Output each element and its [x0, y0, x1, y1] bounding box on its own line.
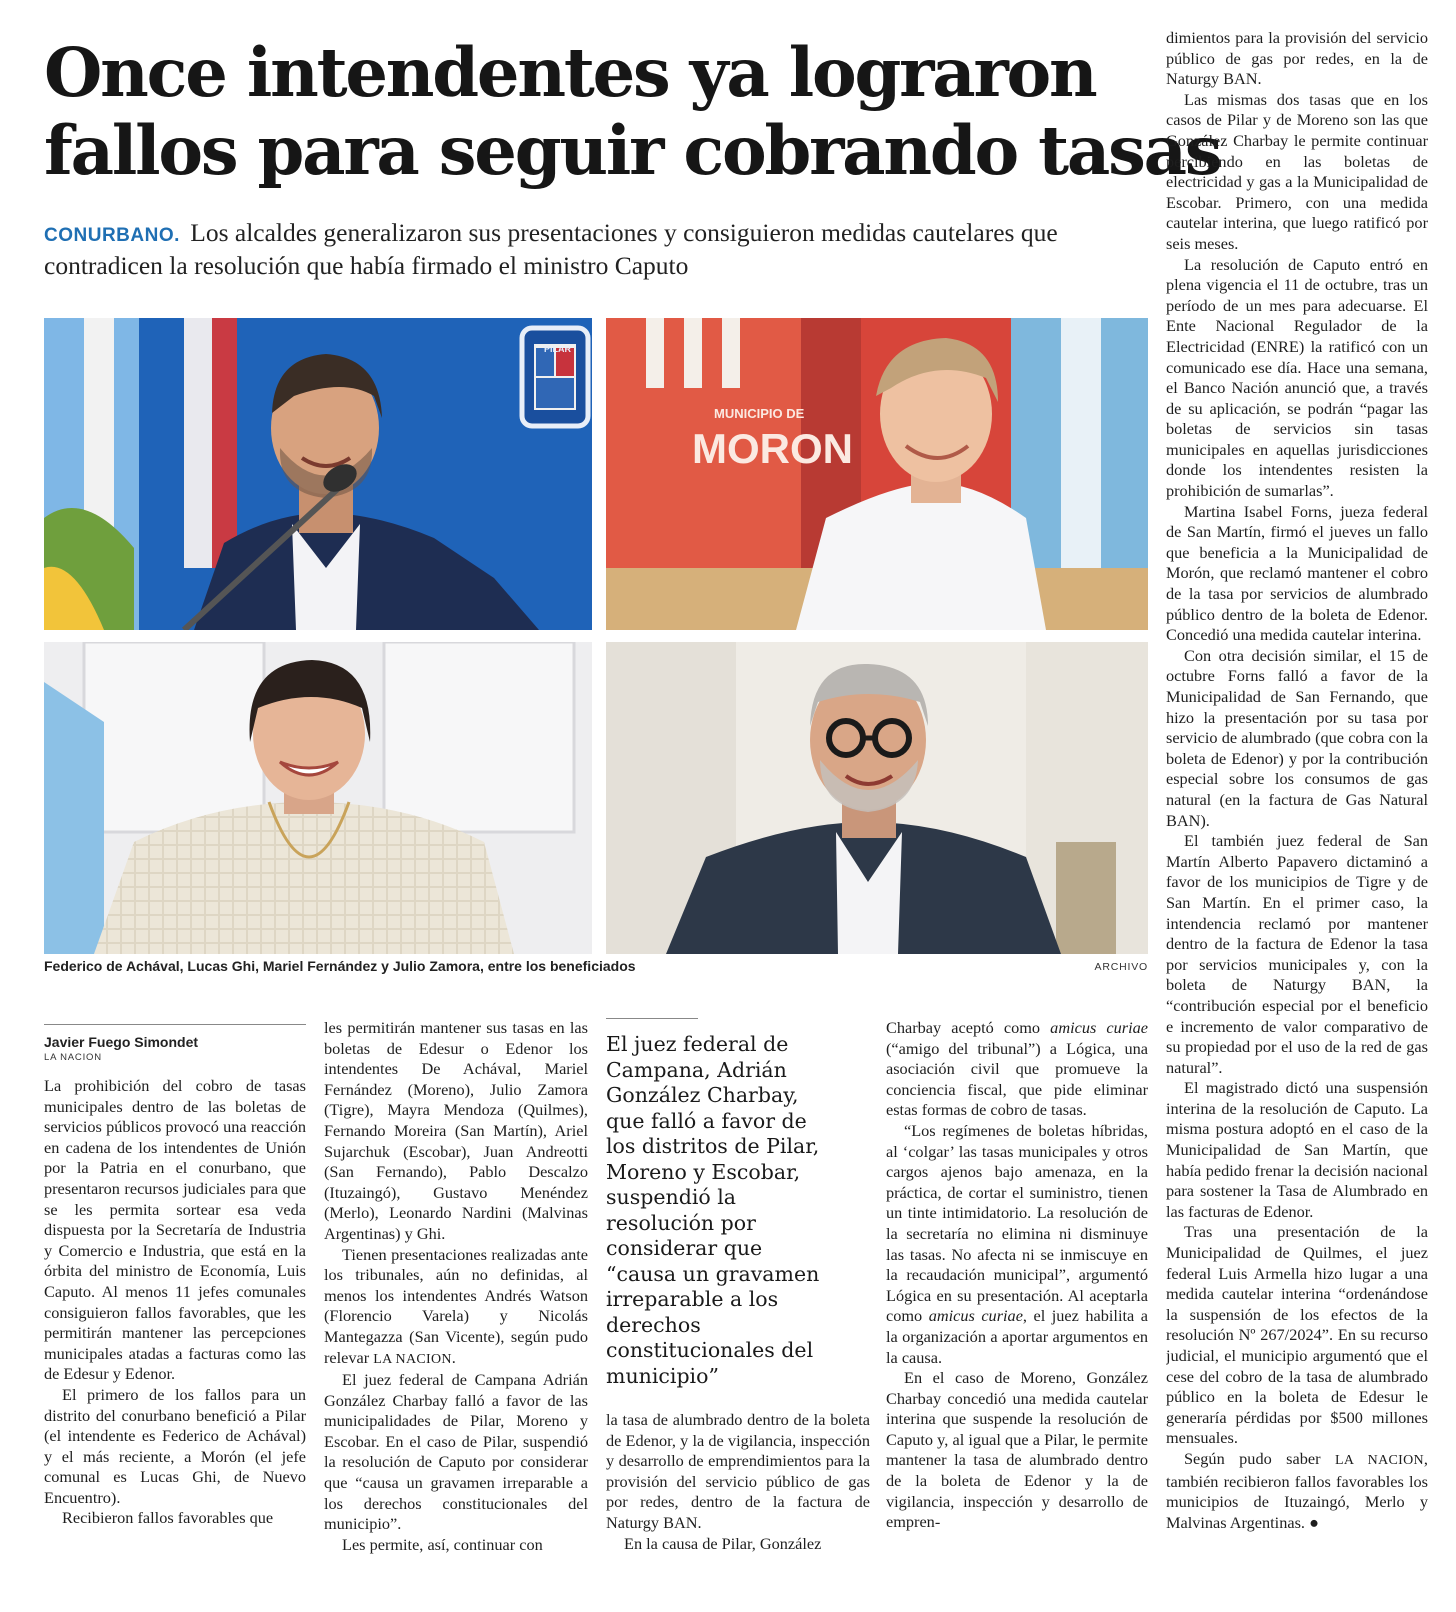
body-column-2 [324, 1018, 588, 1596]
paragraph: El juez federal de Campana Adrián González Charbay falló a favor de las municipalidades de Pilar, Moreno y Escobar. En el caso de Pilar, suspendió la resolución de Caputo por considerar que “causa un gravamen irreparable a los derechos constitucionales del municipio”. [324, 1370, 588, 1534]
paragraph: dimientos para la provisión del servicio público de gas por redes, en la de Naturgy BAN. [1166, 28, 1428, 89]
paragraph: En el caso de Moreno, González Charbay concedió una medida cautelar interina que suspende la resolución de Caputo y, al igual que a Pilar, le permite mantener la tasa de alumbrado dentro de la boleta de Edenor y la de vigilancia, inspección y desarrollo de empren- [886, 1368, 1148, 1532]
paragraph-text: Según pudo saber [1184, 1448, 1321, 1468]
photo-mariel-fernandez [44, 642, 592, 954]
photo-2-label: MORON [692, 425, 853, 472]
photo-1-label: PILAR [544, 344, 571, 354]
headline [44, 33, 1221, 190]
paragraph: Tras una presentación de la Municipalidad de Quilmes, el juez federal Luis Armella hizo lugar a una medida cautelar interina “ordenándose la suspensión de los efectos de la resolución Nº 267/2024”. En su recurso judicial, el municipio argumentó que el cese del cobro de la tasa de alumbrado público en la boleta de Edesur le generaría pérdidas por $500 millones mensuales. [1166, 1222, 1428, 1448]
outlet-mention: LA NACION [1335, 1452, 1424, 1468]
body-column-3 [606, 1410, 870, 1596]
photo-julio-zamora [606, 642, 1148, 954]
paragraph-text: , el juez habilita a la organización a aportar argumentos en la causa. [886, 1306, 1148, 1367]
photo-caption: Federico de Achával, Lucas Ghi, Mariel Fernández y Julio Zamora, entre los beneficiados [44, 958, 636, 974]
paragraph: En la causa de Pilar, González [624, 1533, 822, 1553]
latin-term: amicus curiae [1050, 1018, 1148, 1037]
headline-line-1: Once intendentes ya lograron [44, 33, 1096, 112]
paragraph [1166, 1449, 1428, 1533]
paragraph-text: (“amigo del tribunal”) a Lógica, una asociación civil que promueve la conciencia fiscal, que pide eliminar estas formas de cobro de tasas. [886, 1038, 1148, 1120]
paragraph: La prohibición del cobro de tasas municipales dentro de las boletas de servicios públicos provocó una reacción en cadena de los intendentes de Unión por la Patria en el conurbano, que presentaron recursos judiciales para que se les permita sortear esa veda dispuesta por la Secretaría de Industria y Comercio e Industria, que está en la órbita del ministro de Economía, Luis Caputo. Al menos 11 jefes comunales consiguieron fallos favorables, que les permitirán mantener las percepciones municipales atadas a facturas como las de Edesur y Edenor. [44, 1076, 306, 1384]
paragraph-text: Charbay aceptó como [886, 1018, 1041, 1037]
author-name: Javier Fuego Simondet [44, 1034, 199, 1050]
paragraph: les permitirán mantener sus tasas en las boletas de Edesur o Edenor los intendentes De Achával, Mariel Fernández (Moreno), Julio Zamora (Tigre), Mayra Mendoza (Quilmes), Fernando Moreira (San Martín), Ariel Sujarchuk (Escobar), Juan Andreotti (San Fernando), Pablo Descalzo (Ituzaingó), Gustavo Menéndez (Merlo), Leonardo Nardini (Malvinas Argentinas) y Ghi. [324, 1018, 588, 1243]
pullquote-rule [606, 1018, 698, 1019]
body-column-1 [44, 1076, 306, 1596]
paragraph [886, 1018, 1148, 1121]
paragraph: El primero de los fallos para un distrito del conurbano benefició a Pilar (el intendente es Federico de Achával) y el más reciente, a Morón (el jefe comunal es Lucas Ghi, de Nuevo Encuentro). [44, 1384, 306, 1507]
paragraph: Las mismas dos tasas que en los casos de Pilar y de Moreno son las que González Charbay le permite continuar percibiendo en las boletas de electricidad y gas a la Municipalidad de Escobar. Primero, con una medida cautelar interina, que luego ratificó por seis meses. [1166, 89, 1428, 253]
paragraph-end: . [451, 1347, 456, 1367]
paragraph-text: , también recibieron fallos favorables los municipios de Ituzaingó, Merlo y Malvinas Argentinas. [1166, 1448, 1428, 1532]
byline [44, 1034, 306, 1063]
paragraph: La resolución de Caputo entró en plena vigencia el 11 de octubre, tras un período de un mes para adecuarse. El Ente Nacional Regulador de la Electricidad (ENRE) la ratificó con un comunicado ese día. Hace una semana, el Banco Nación anunció que, a través de su aplicación, se podrán “pagar las boletas de servicios sin tasas municipales en aquellas jurisdicciones donde los intendentes resisten la prohibición de sumarlas”. [1166, 254, 1428, 501]
paragraph: El magistrado dictó una suspensión interina de la resolución de Caputo. La misma postura adoptó en el caso de la Municipalidad de San Martín, que había pedido frenar la decisión nacional para sostener la Tasa de Alumbrado en las facturas de Edenor. [1166, 1078, 1428, 1221]
latin-term: amicus curiae [928, 1306, 1023, 1326]
paragraph: Les permite, así, continuar con [342, 1534, 543, 1554]
byline-rule [44, 1024, 306, 1025]
subhead-text: Los alcaldes generalizaron sus presentaciones y consiguieron medidas cautelares que contradicen la resolución que había firmado el ministro Caputo [44, 218, 1058, 280]
kicker: CONURBANO. [44, 225, 180, 246]
body-column-4 [886, 1018, 1148, 1596]
body-column-5 [1166, 28, 1428, 1598]
photo-lucas-ghi [606, 318, 1148, 630]
end-mark-icon: ● [1309, 1512, 1319, 1532]
photo-credit: ARCHIVO [1094, 961, 1148, 973]
paragraph [324, 1245, 588, 1371]
subheadline [44, 218, 1154, 281]
author-outlet: LA NACION [44, 1052, 102, 1063]
paragraph: la tasa de alumbrado dentro de la boleta de Edenor, y la de vigilancia, inspección y desarrollo de emprendimientos para la provisión del servicio público de gas por redes, dentro de la factura de Naturgy BAN. [606, 1410, 870, 1532]
paragraph: El también juez federal de San Martín Alberto Papavero dictaminó a favor de los municipios de Tigre y de San Martín. En el primer caso, la intendencia reclamó por mantener dentro de la factura de Edenor la tasa por servicios municipales y, con la boleta de Naturgy BAN, la “contribución especial por el beneficio e incremento de valor comparativo de su propiedad por el uso de la red de gas natural”. [1166, 831, 1428, 1077]
headline-line-2: fallos para seguir cobrando tasas [44, 111, 1221, 190]
paragraph [886, 1121, 1148, 1368]
paragraph-text: “Los regímenes de boletas híbridas, al ‘colgar’ las tasas municipales y otros cargos ajenos bajo amenaza, en la práctica, de cortar el suministro, tienen un tinte intimidatorio. La resolución de la secretaría no elimina ni disminuye las tasas. No afecta ni se inmiscuye en la recaudación municipal”, argumentó Lógica en su presentación. Al aceptarla como [886, 1120, 1148, 1326]
pull-quote: El juez federal de Campana, Adrián González Charbay, que falló a favor de los distritos de Pilar, Moreno y Escobar, suspendió la resolución por considerar que “causa un gravamen irreparable a los derechos constitucionales del municipio” [606, 1032, 820, 1388]
outlet-mention: LA NACION [373, 1351, 452, 1367]
paragraph: Recibieron fallos favorables que [62, 1508, 274, 1528]
photo-2-label-small: MUNICIPIO DE [714, 406, 805, 421]
paragraph-text: Tienen presentaciones realizadas ante los tribunales, aún no definidas, al menos los intendentes Andrés Watson (Florencio Varela) y Nicolás Mantegazza (San Vicente), según pudo relevar [324, 1244, 588, 1367]
paragraph: Martina Isabel Forns, jueza federal de San Martín, firmó el jueves un fallo que beneficia a la Municipalidad de Morón, que reclamó mantener el cobro de la tasa por servicios de alumbrado público dentro de la boleta de Edenor. Concedió una medida cautelar interina. [1166, 501, 1428, 645]
photo-federico-de-achaval [44, 318, 592, 630]
paragraph: Con otra decisión similar, el 15 de octubre Forns falló a favor de la Municipalidad de San Fernando, que hizo la presentación por su tasa por servicio de alumbrado (que cobra con la boleta de Edenor) y por la contribución especial sobre los consumos de gas natural (en la factura de Gas Natural BAN). [1166, 645, 1428, 830]
